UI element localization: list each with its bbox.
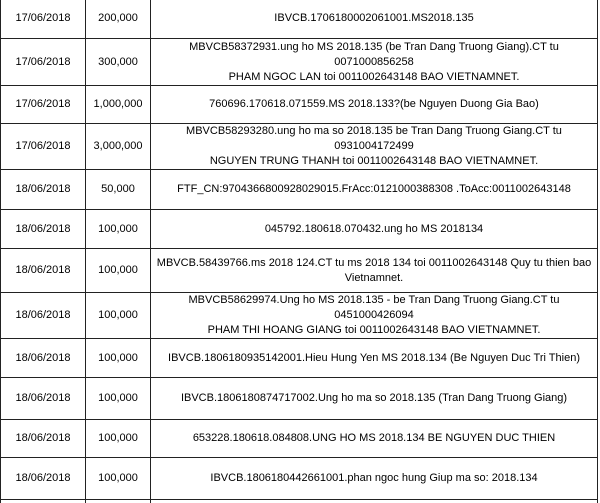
description-line: MBVCB58629974.Ung ho MS 2018.135 - be Tran Dang Truong Giang.CT tu 0451000426094 bbox=[188, 294, 560, 321]
amount-cell: 100,000 bbox=[86, 210, 151, 249]
amount-cell: 100,000 bbox=[86, 458, 151, 500]
description-line: MBVCB58372931.ung ho MS 2018.135 (be Tran Dang Truong Giang).CT tu 0071000856258 bbox=[189, 40, 559, 68]
transactions-body bbox=[1, 0, 598, 503]
date-cell: 17/06/2018 bbox=[1, 39, 86, 86]
description-line: 653228.180618.084808.UNG HO MS 2018.134 BE NGUYEN DUC THIEN bbox=[192, 432, 556, 444]
description-line: IBVCB.1706180002061001.MS2018.135 bbox=[274, 11, 474, 24]
amount-cell: 100,000 bbox=[86, 420, 151, 458]
table-row bbox=[1, 39, 598, 86]
description-cell bbox=[151, 170, 598, 210]
description-line: Vietnamnet. bbox=[344, 271, 404, 284]
amount-cell: 1,000,000 bbox=[86, 86, 151, 124]
description-cell bbox=[151, 420, 598, 458]
description-cell bbox=[151, 339, 598, 378]
table-row bbox=[1, 378, 598, 420]
table-row bbox=[1, 458, 598, 500]
date-cell: 18/06/2018 bbox=[1, 293, 86, 339]
table-row bbox=[1, 420, 598, 458]
description-cell bbox=[151, 124, 598, 170]
amount-cell: 100,000 bbox=[86, 339, 151, 378]
amount-cell: 100,000 bbox=[86, 378, 151, 420]
date-cell: 18/06/2018 bbox=[1, 249, 86, 293]
description-cell bbox=[151, 378, 598, 420]
amount-cell: 3,000,000 bbox=[86, 124, 151, 170]
description-line: 760696.170618.071559.MS 2018.133?(be Nguyen Duong Gia Bao) bbox=[209, 98, 539, 110]
table-row bbox=[1, 293, 598, 339]
date-cell: 18/06/2018 bbox=[1, 458, 86, 500]
table-row bbox=[1, 86, 598, 124]
amount-cell: 100,000 bbox=[86, 293, 151, 339]
date-cell: 18/06/2018 bbox=[1, 210, 86, 249]
description-cell bbox=[151, 39, 598, 86]
description-cell bbox=[151, 210, 598, 249]
description-line: IBVCB.1806180442661001.phan ngoc hung Giup ma so: 2018.134 bbox=[210, 472, 538, 484]
description-cell bbox=[151, 293, 598, 339]
date-cell bbox=[1, 500, 86, 503]
table-row bbox=[1, 170, 598, 210]
description-line: NGUYEN TRUNG THANH toi 0011002643148 BAO VIETNAMNET. bbox=[209, 155, 539, 167]
description-line: PHAM NGOC LAN toi 0011002643148 BAO VIETNAMNET. bbox=[228, 70, 520, 83]
amount-cell bbox=[86, 500, 151, 503]
amount-cell: 50,000 bbox=[86, 170, 151, 210]
description-line: IBVCB.1806180935142001.Hieu Hung Yen MS 2018.134 (Be Nguyen Duc Tri Thien) bbox=[168, 351, 580, 364]
description-line: MBVCB.58439766.ms 2018 124.CT tu ms 2018 134 toi 0011002643148 Quy tu thien bao bbox=[156, 256, 592, 269]
date-cell: 18/06/2018 bbox=[1, 170, 86, 210]
table-row bbox=[1, 0, 598, 39]
table-row bbox=[1, 210, 598, 249]
table-row bbox=[1, 339, 598, 378]
date-cell: 18/06/2018 bbox=[1, 339, 86, 378]
date-cell: 17/06/2018 bbox=[1, 86, 86, 124]
description-cell bbox=[151, 0, 598, 39]
description-line: 045792.180618.070432.ung ho MS 2018134 bbox=[264, 222, 484, 235]
date-cell: 18/06/2018 bbox=[1, 420, 86, 458]
date-cell: 18/06/2018 bbox=[1, 378, 86, 420]
description-cell bbox=[151, 500, 598, 503]
table-row bbox=[1, 124, 598, 170]
description-cell bbox=[151, 458, 598, 500]
amount-cell: 100,000 bbox=[86, 249, 151, 293]
description-line: FTF_CN:9704366800928029015.FrAcc:0121000388308 .ToAcc:0011002643148 bbox=[177, 183, 571, 195]
date-cell: 17/06/2018 bbox=[1, 0, 86, 39]
amount-cell: 200,000 bbox=[86, 0, 151, 39]
description-line: MBVCB58293280.ung ho ma so 2018.135 be Tran Dang Truong Giang.CT tu 0931004172499 bbox=[186, 125, 562, 152]
amount-cell: 300,000 bbox=[86, 39, 151, 86]
date-cell: 17/06/2018 bbox=[1, 124, 86, 170]
description-cell bbox=[151, 249, 598, 293]
description-cell bbox=[151, 86, 598, 124]
table-row bbox=[1, 500, 598, 503]
description-line: PHAM THI HOANG GIANG toi 0011002643148 BAO VIETNAMNET. bbox=[207, 324, 541, 336]
table-row bbox=[1, 249, 598, 293]
description-line: IBVCB.1806180874717002.Ung ho ma so 2018.135 (Tran Dang Truong Giang) bbox=[180, 392, 568, 404]
